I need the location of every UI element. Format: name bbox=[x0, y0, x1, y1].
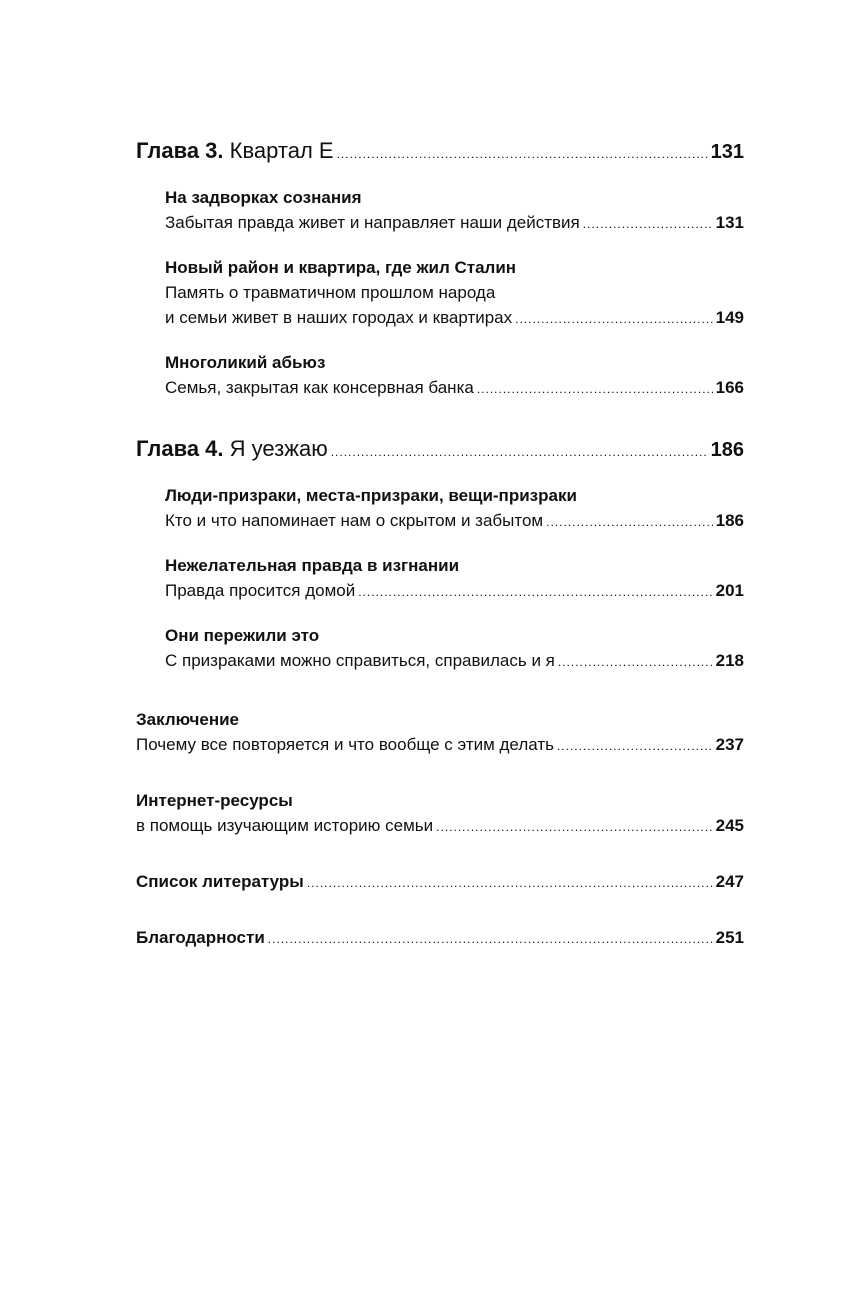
resources-subtitle: в помощь изучающим историю семьи bbox=[136, 816, 434, 835]
resources-page: 245 bbox=[715, 816, 744, 835]
section-entry[interactable] bbox=[165, 623, 744, 675]
bibliography-entry[interactable] bbox=[136, 869, 744, 896]
acknowledgements-page: 251 bbox=[715, 928, 744, 947]
leader-dots bbox=[557, 734, 713, 759]
section-entry[interactable] bbox=[165, 350, 744, 402]
section-heading: Нежелательная правда в изгнании bbox=[165, 556, 460, 575]
chapter-3-page: 131 bbox=[710, 141, 744, 163]
section-page: 186 bbox=[715, 511, 744, 530]
chapter-4-entry[interactable] bbox=[136, 434, 744, 467]
section-subtitle: С призраками можно справиться, справилась и я bbox=[165, 651, 555, 670]
acknowledgements-heading: Благодарности bbox=[136, 928, 265, 947]
leader-dots bbox=[477, 377, 713, 402]
section-page: 149 bbox=[715, 308, 744, 327]
leader-dots bbox=[515, 307, 712, 332]
conclusion-heading: Заключение bbox=[136, 710, 239, 729]
section-entry[interactable] bbox=[165, 483, 744, 535]
section-heading: Они пережили это bbox=[165, 626, 320, 645]
chapter-3-title: Квартал Е bbox=[229, 138, 334, 163]
section-subtitle: Память о травматичном прошлом народа bbox=[165, 283, 496, 302]
leader-dots bbox=[358, 580, 712, 605]
acknowledgements-entry[interactable] bbox=[136, 925, 744, 952]
section-subtitle: Кто и что напоминает нам о скрытом и забытом bbox=[165, 511, 544, 530]
section-subtitle: и семьи живет в наших городах и квартирах bbox=[165, 308, 513, 327]
section-page: 166 bbox=[715, 378, 744, 397]
table-of-contents bbox=[136, 136, 744, 952]
section-entry[interactable] bbox=[165, 185, 744, 237]
conclusion-subtitle: Почему все повторяется и что вообще с этим делать bbox=[136, 735, 554, 754]
bibliography-page: 247 bbox=[715, 872, 744, 891]
section-subtitle: Правда просится домой bbox=[165, 581, 356, 600]
leader-dots bbox=[307, 871, 713, 896]
conclusion-page: 237 bbox=[715, 735, 744, 754]
section-heading: На задворках сознания bbox=[165, 188, 362, 207]
section-entry[interactable] bbox=[165, 255, 744, 332]
leader-dots bbox=[558, 650, 713, 675]
section-page: 201 bbox=[715, 581, 744, 600]
bibliography-heading: Список литературы bbox=[136, 872, 304, 891]
chapter-4-page: 186 bbox=[710, 439, 744, 461]
leader-dots bbox=[583, 212, 713, 237]
section-heading: Многоликий абьюз bbox=[165, 353, 326, 372]
leader-dots bbox=[546, 510, 713, 535]
section-heading: Новый район и квартира, где жил Сталин bbox=[165, 258, 517, 277]
chapter-3-entry[interactable] bbox=[136, 136, 744, 169]
leader-dots bbox=[331, 437, 708, 467]
conclusion-entry[interactable] bbox=[136, 707, 744, 759]
section-subtitle: Забытая правда живет и направляет наши действия bbox=[165, 213, 580, 232]
chapter-4-title: Я уезжаю bbox=[229, 436, 328, 461]
section-entry[interactable] bbox=[165, 553, 744, 605]
chapter-3-label: Глава 3. bbox=[136, 138, 224, 163]
chapter-4-label: Глава 4. bbox=[136, 436, 224, 461]
leader-dots bbox=[337, 139, 708, 169]
resources-entry[interactable] bbox=[136, 788, 744, 840]
section-page: 218 bbox=[715, 651, 744, 670]
section-page: 131 bbox=[715, 213, 744, 232]
resources-heading: Интернет-ресурсы bbox=[136, 791, 293, 810]
section-heading: Люди-призраки, места-призраки, вещи-призраки bbox=[165, 486, 577, 505]
leader-dots bbox=[436, 815, 712, 840]
leader-dots bbox=[268, 927, 713, 952]
section-subtitle: Семья, закрытая как консервная банка bbox=[165, 378, 474, 397]
